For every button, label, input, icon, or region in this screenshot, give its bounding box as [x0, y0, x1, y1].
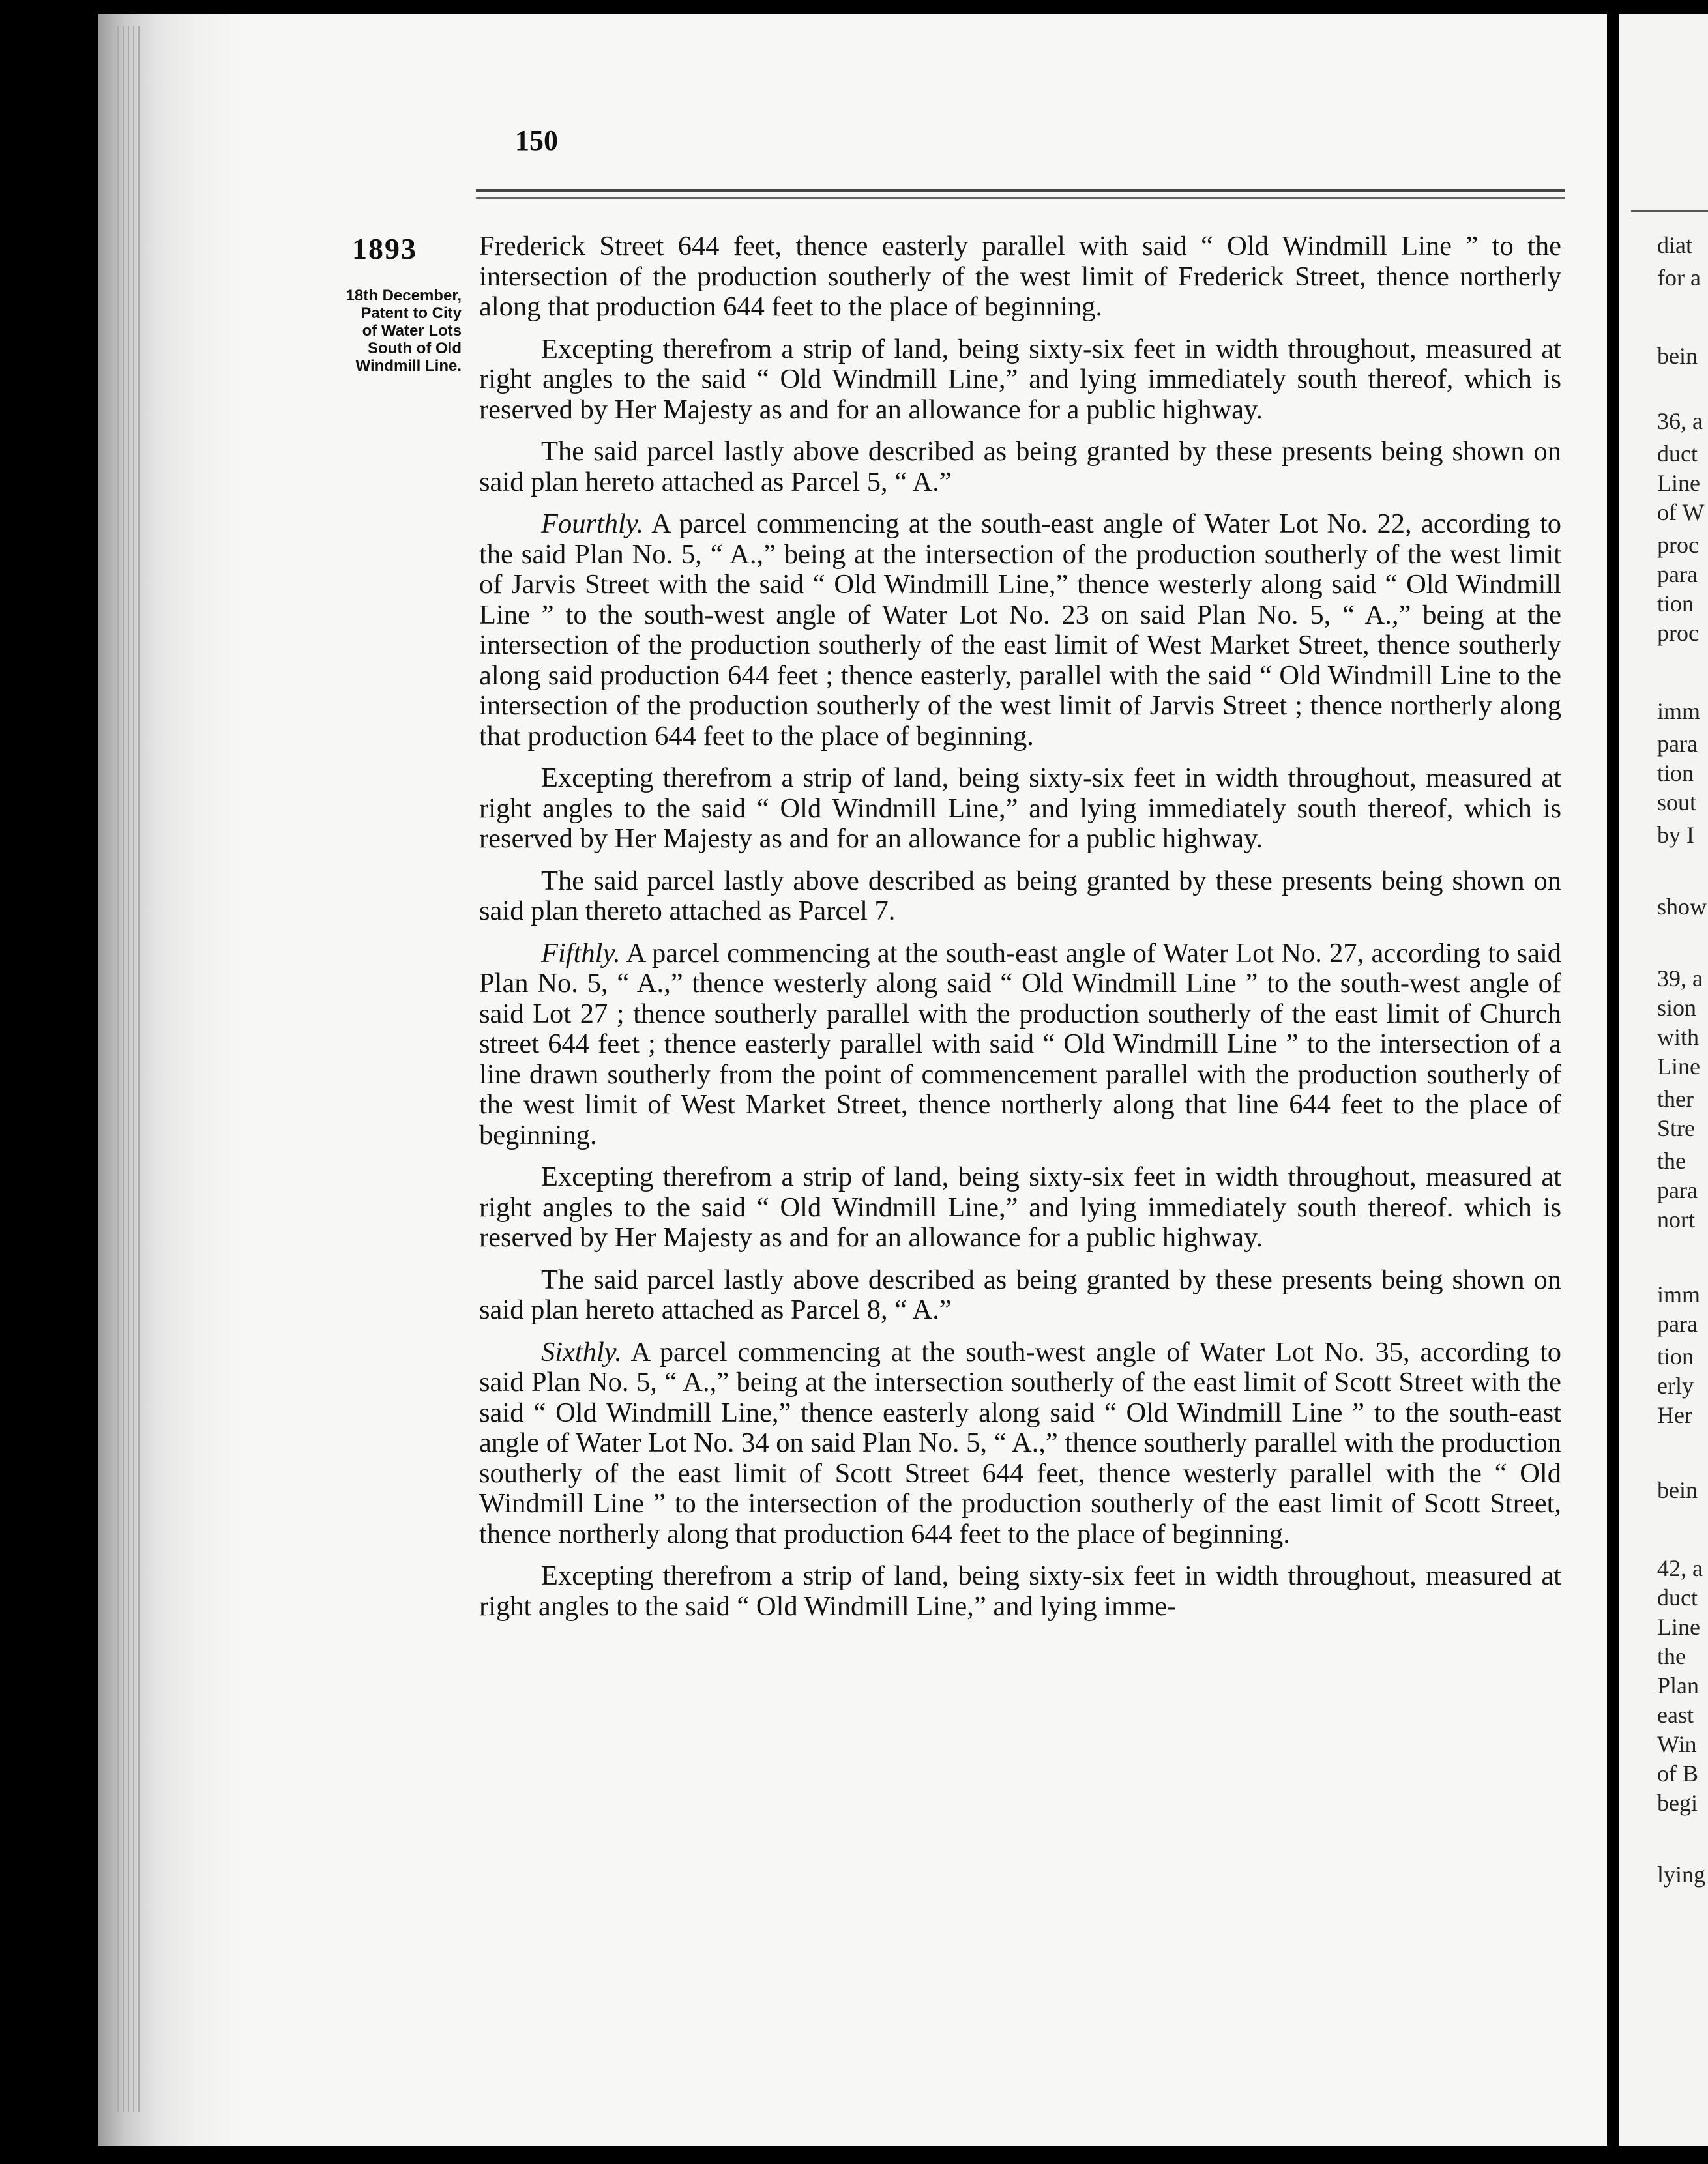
- facing-page-fragment: Line: [1657, 1614, 1700, 1640]
- paragraph-text: A parcel commencing at the south-east angle of Water Lot No. 22, according to the said Plan No. 5, “ A.,” being at the intersection of the production southerly of the west limit of Jarvis Street with the said “ Old Windmill Line,” thence westerly along said “ Old Windmill Line ” to the south-west angle of Water Lot No. 23 on said Plan No. 5, “ A.,” being at the intersection of the production southerly of the east limit of West Market Street, thence southerly along said production 644 feet ; thence easterly, parallel with the said “ Old Windmill Line to the intersection of the production southerly of the west limit of Jarvis Street ; thence northerly along that production 644 feet to the place of beginning.: [479, 508, 1562, 752]
- header-rule: [476, 189, 1565, 192]
- facing-page-fragment: imm: [1657, 698, 1701, 724]
- facing-page-fragment: para: [1657, 1311, 1698, 1337]
- facing-page-fragment: duct: [1657, 1585, 1698, 1611]
- paragraph-text: Excepting therefrom a strip of land, being sixty-six feet in width throughout, measured at right angles to the said “ Old Windmill Line,” and lying immediately south thereof, which is reserved by Her Majesty as and for an allowance for a public highway.: [479, 763, 1561, 854]
- facing-page-fragment: lying: [1657, 1862, 1706, 1888]
- facing-page-fragment: 39, a: [1657, 965, 1703, 991]
- facing-page-fragment: with: [1657, 1024, 1700, 1050]
- paragraph: [479, 1162, 1561, 1253]
- facing-page-fragment: tion: [1657, 591, 1694, 617]
- paragraph: [479, 939, 1561, 1151]
- facing-page-rule: [1631, 210, 1708, 212]
- paragraph: [479, 866, 1561, 927]
- facing-page-fragment: the: [1657, 1148, 1686, 1174]
- facing-page-fragment: ther: [1657, 1086, 1694, 1112]
- paragraph-lead: Fourthly.: [541, 508, 644, 539]
- facing-page-fragment: sion: [1657, 995, 1697, 1021]
- facing-page-fragment: east: [1657, 1702, 1694, 1728]
- paragraph: [479, 1338, 1561, 1550]
- facing-page-fragment: para: [1657, 1177, 1698, 1203]
- facing-page-fragment: duct: [1657, 441, 1698, 467]
- facing-page-fragment: Win: [1657, 1731, 1697, 1757]
- facing-page-fragment: of W: [1657, 499, 1705, 525]
- margin-note: [305, 287, 462, 375]
- paragraph-text: Excepting therefrom a strip of land, being sixty-six feet in width throughout, measured at right angles to the said “ Old Windmill Line,” and lying imme-: [479, 1560, 1561, 1622]
- margin-note-line: Patent to City: [361, 304, 462, 322]
- paragraph: [479, 509, 1561, 752]
- facing-page-fragment: para: [1657, 731, 1698, 757]
- page-number: 150: [515, 124, 558, 156]
- facing-page-fragment: bein: [1657, 343, 1698, 369]
- facing-page-fragment: para: [1657, 561, 1698, 587]
- paragraph-text: The said parcel lastly above described as being granted by these presents being shown on said plan thereto attached as Parcel 7.: [479, 865, 1561, 926]
- paragraph-text: Frederick Street 644 feet, thence easterly parallel with said “ Old Windmill Line ” to the intersection of the production southerly of the west limit of Frederick Street, thence northerly along that production 644 feet to the place of beginning.: [479, 231, 1561, 322]
- paragraph-text: Excepting therefrom a strip of land, being sixty-six feet in width throughout, measured at right angles to the said “ Old Windmill Line,” and lying immediately south thereof, which is reserved by Her Majesty as and for an allowance for a public highway.: [479, 333, 1561, 425]
- paragraph: [479, 437, 1561, 497]
- facing-page-fragment: 42, a: [1657, 1555, 1703, 1581]
- facing-page-fragment: 36, a: [1657, 408, 1703, 434]
- facing-page-fragment: Line: [1657, 470, 1700, 496]
- paragraph-text: The said parcel lastly above described as being granted by these presents being shown on said plan hereto attached as Parcel 8, “ A.”: [479, 1264, 1561, 1325]
- facing-page-fragment: imm: [1657, 1281, 1701, 1308]
- paragraph-text: Excepting therefrom a strip of land, being sixty-six feet in width throughout, measured at right angles to the said “ Old Windmill Line,” and lying immediately south thereof. which is reserved by Her Majesty as and for an allowance for a public highway.: [479, 1162, 1561, 1253]
- facing-page-fragment: by I: [1657, 822, 1694, 848]
- paragraph-lead: Fifthly.: [541, 937, 621, 969]
- paragraph: [479, 1265, 1561, 1326]
- page-divider: [1608, 0, 1619, 2164]
- facing-page-fragment: bein: [1657, 1477, 1698, 1503]
- margin-note-line: 18th December,: [346, 287, 462, 304]
- paragraph: [479, 334, 1561, 426]
- paragraph-text: The said parcel lastly above described as being granted by these presents being shown on said plan hereto attached as Parcel 5, “ A.”: [479, 436, 1561, 497]
- gutter-lines: [115, 26, 141, 2112]
- facing-page-fragment: show: [1657, 894, 1707, 920]
- facing-page-fragment: sout: [1657, 789, 1697, 815]
- facing-page-fragment: proc: [1657, 532, 1699, 558]
- margin-note-line: of Water Lots: [362, 322, 462, 340]
- facing-page-fragment: diat: [1657, 232, 1692, 258]
- facing-page-fragment: tion: [1657, 760, 1694, 786]
- facing-page-fragment: erly: [1657, 1373, 1694, 1399]
- facing-page-fragment: nort: [1657, 1206, 1695, 1233]
- header-rule-thin: [476, 197, 1565, 199]
- paragraph: [479, 1561, 1561, 1622]
- facing-page-fragment: proc: [1657, 620, 1699, 646]
- page-body: [479, 231, 1561, 1633]
- facing-page-fragment: of B: [1657, 1761, 1698, 1787]
- facing-page-fragment: Line: [1657, 1053, 1700, 1079]
- facing-page-fragment: Her: [1657, 1402, 1692, 1428]
- paragraph: [479, 763, 1561, 855]
- paragraph-text: A parcel commencing at the south-east angle of Water Lot No. 27, according to said Plan No. 5, “ A.,” thence westerly along said “ Old Windmill Line ” to the south-west angle of said Lot 27 ; thence southerly parallel with the production southerly of the east limit of Church street 644 feet ; thence easterly parallel with said “ Old Windmill Line ” to the intersection of a line drawn southerly from the point of commencement parallel with the production southerly of the west limit of West Market Street, thence northerly along that line 644 feet to the place of beginning.: [479, 937, 1562, 1150]
- facing-page: [1619, 14, 1708, 2146]
- facing-page-fragment: the: [1657, 1643, 1686, 1669]
- paragraph-lead: Sixthly.: [541, 1336, 622, 1367]
- facing-page-fragment: begi: [1657, 1790, 1698, 1816]
- facing-page-fragment: Plan: [1657, 1673, 1700, 1699]
- facing-page-fragment: tion: [1657, 1343, 1694, 1369]
- paragraph-text: A parcel commencing at the south-west angle of Water Lot No. 35, according to said Plan No. 5, “ A.,” being at the intersection southerly of the east limit of Scott Street with the said “ Old Windmill Line,” thence easterly along said “ Old Windmill Line ” to the south-east angle of Water Lot No. 34 on said Plan No. 5, “ A.,” thence southerly parallel with the production southerly of the east limit of Scott Street 644 feet, thence westerly parallel with the “ Old Windmill Line ” to the intersection of the production southerly of the east limit of Scott Street, thence northerly along that production 644 feet to the place of beginning.: [479, 1336, 1562, 1549]
- paragraph: [479, 231, 1561, 323]
- facing-page-fragment: Stre: [1657, 1115, 1695, 1141]
- year-heading: 1893: [352, 232, 417, 265]
- margin-note-line: Windmill Line.: [355, 357, 462, 375]
- facing-page-fragment: for a: [1657, 265, 1701, 291]
- margin-note-line: South of Old: [368, 340, 462, 357]
